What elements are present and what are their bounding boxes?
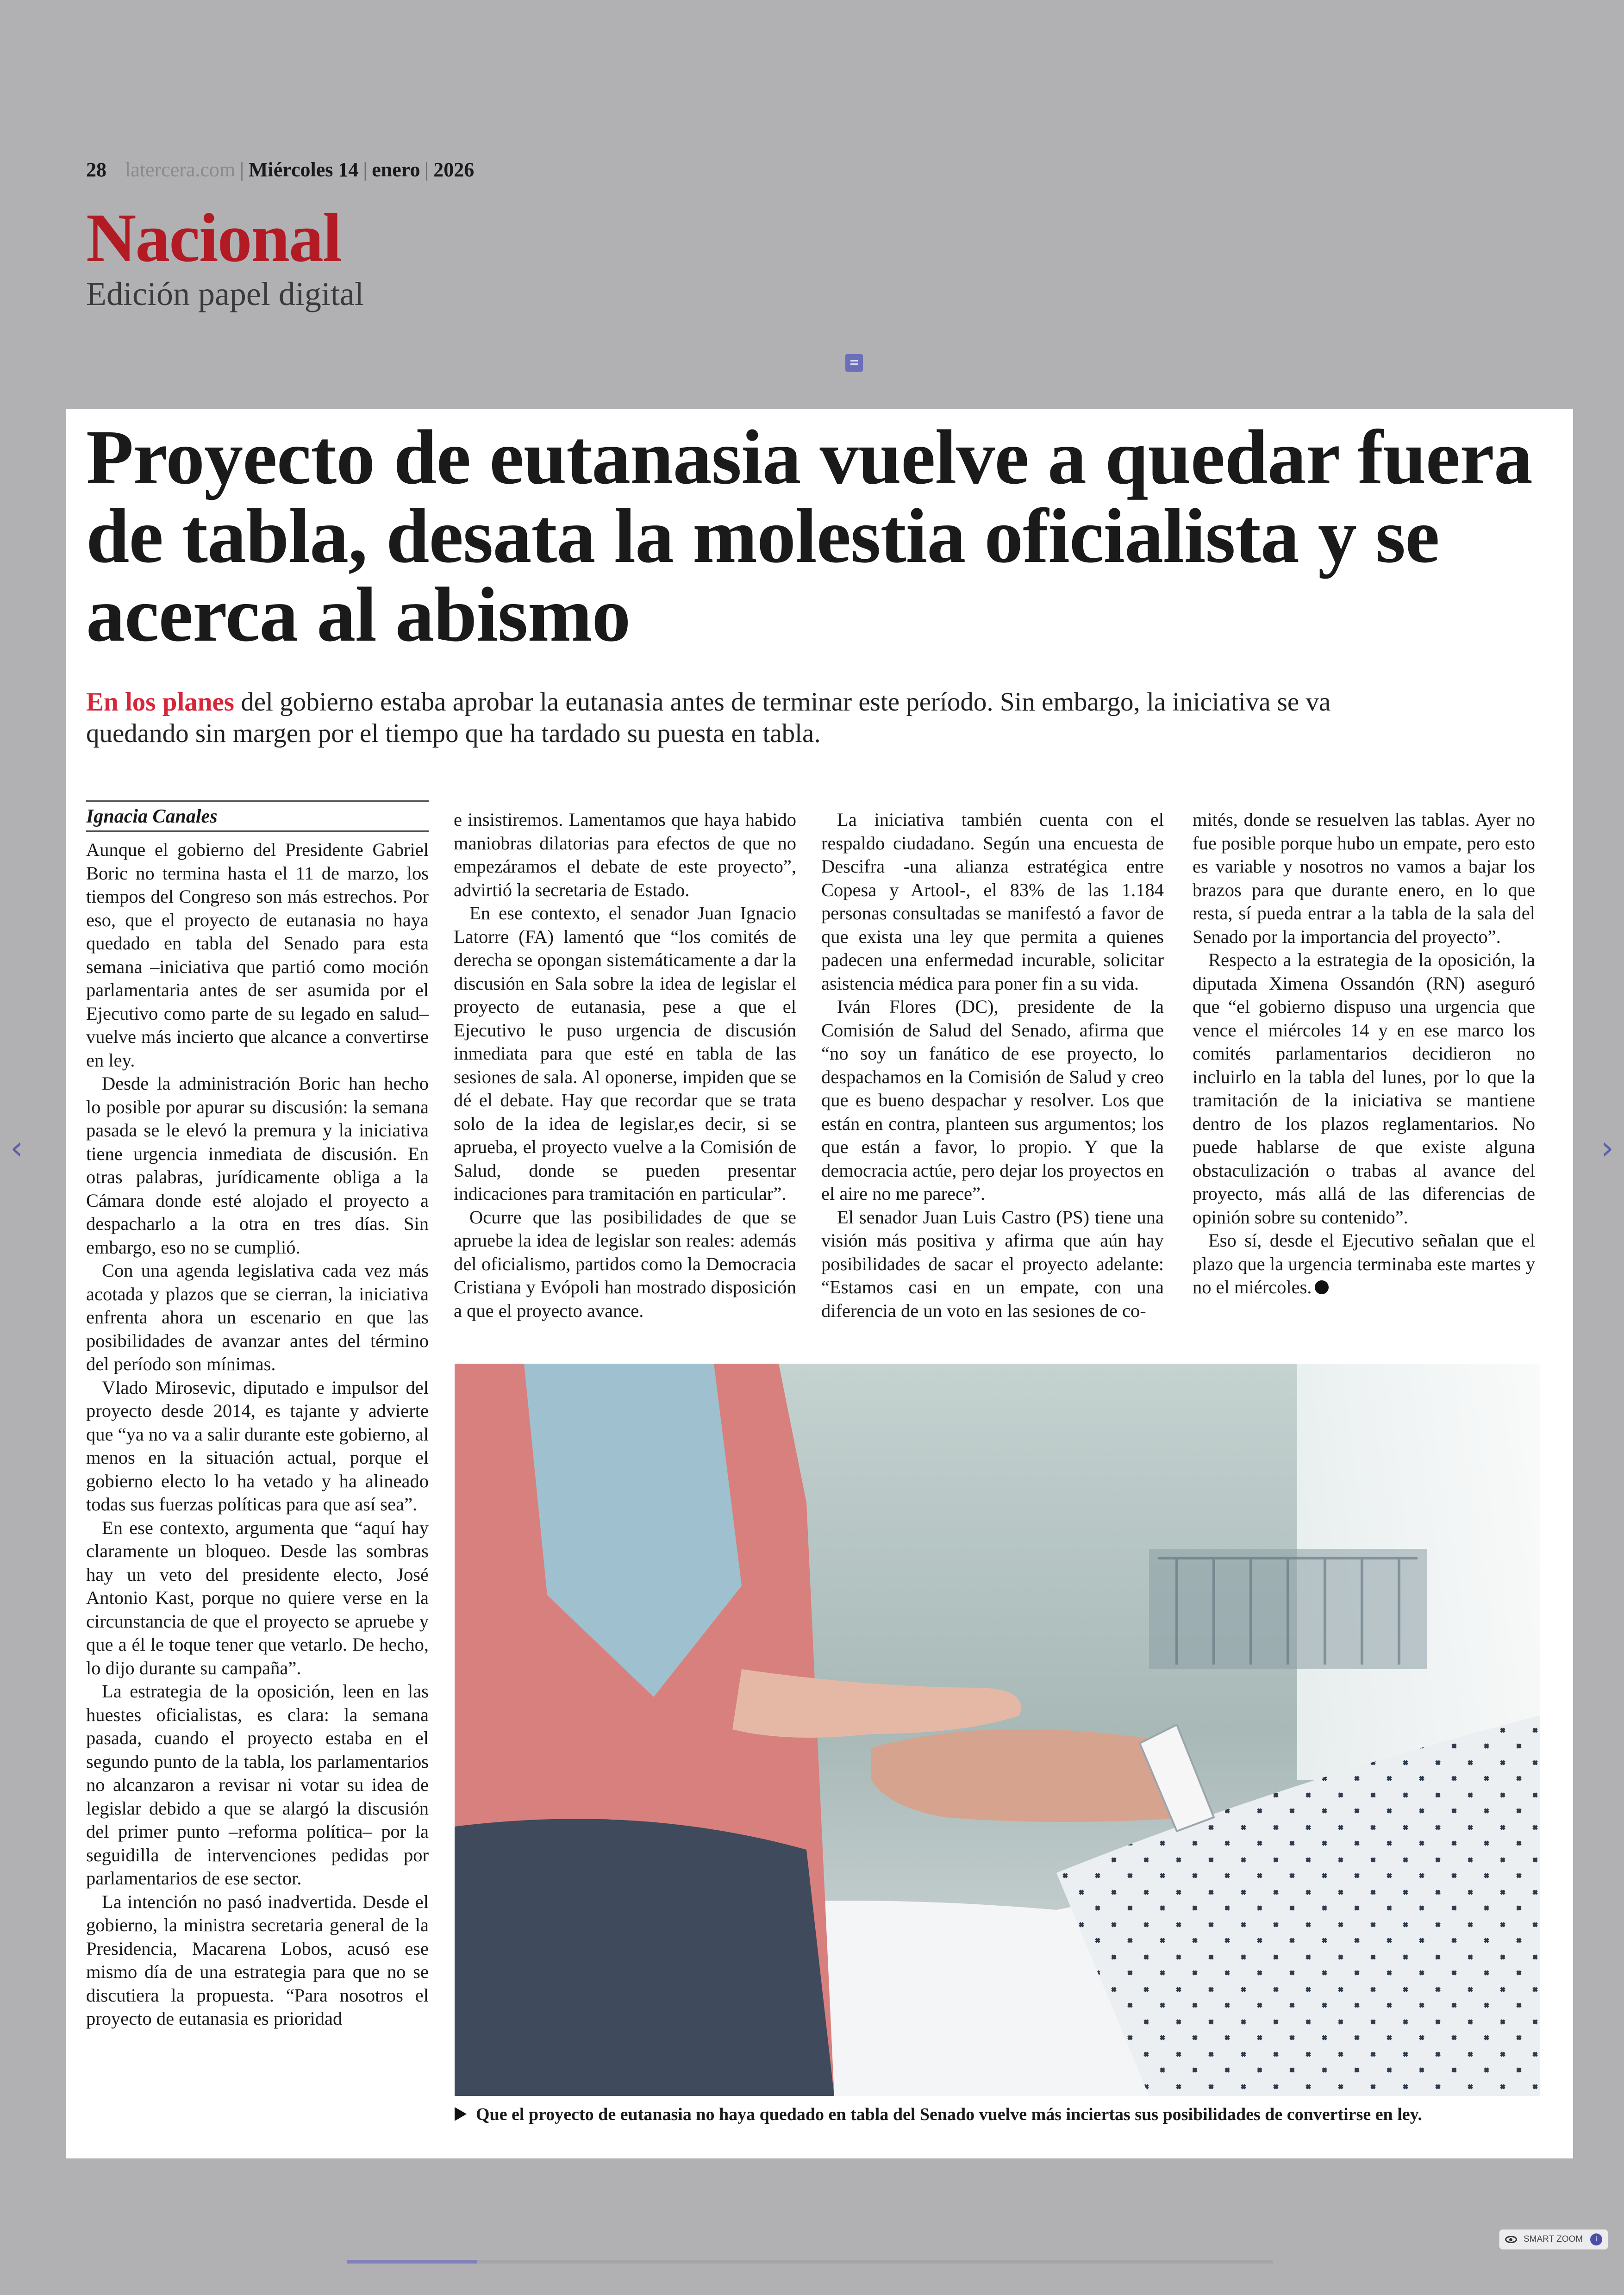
article-column-4 [1193, 808, 1535, 1299]
paragraph: Con una agenda legislativa cada vez más acotada y plazos que se cierran, la iniciativa enfrenta ahora un escenario en que las posibilidades de avanzar antes del término del período son mínimas. [86, 1260, 429, 1374]
article-column-2 [454, 808, 796, 1322]
folio-line [86, 160, 474, 180]
caption-triangle-icon [455, 2107, 467, 2121]
article-headline: Proyecto de eutanasia vuelve a quedar fuera de tabla, desata la molestia oficialista y se acerca al abismo [86, 414, 1532, 658]
chevron-right-icon[interactable]: › [1601, 1129, 1614, 1167]
issue-date: Miércoles 14 [248, 158, 359, 181]
byline: Ignacia Canales [86, 800, 429, 832]
newspaper-page [66, 409, 1573, 2158]
page-list-icon[interactable] [845, 354, 863, 372]
reading-progress-bar[interactable] [347, 2260, 1273, 2264]
article-column-3 [821, 808, 1164, 1322]
paragraph: Respecto a la estrategia de la oposición, la diputada Ximena Ossandón (RN) aseguró que “el gobierno dispuso una urgencia que vence el miércoles 14 y en ese marco los comités parlamentarios decidieron no incluirlo en la tabla del lunes, por lo que la tramitación de la iniciativa se mantiene dentro de los plazos reglamentarios. No puede hablarse de que existe alguna obstaculización o trabas al avance del proyecto, más allá de las diferencias de opinión sobre su contenido”. [1193, 949, 1535, 1228]
paragraph: La iniciativa también cuenta con el respaldo ciudadano. Según una encuesta de Descifra -una alianza estratégica entre Copesa y Artool-, el 83% de las 1.184 personas consultadas se manifestó a favor de que exista una ley que permita a quienes padecen una enfermedad incurable, solicitar asistencia médica para poner fin a su vida. [821, 809, 1164, 994]
article-lead [86, 686, 1359, 749]
paragraph-text: Eso sí, desde el Ejecutivo señalan que el plazo que la urgencia terminaba este martes y no el miércoles. [1193, 1230, 1535, 1297]
paragraph: Vlado Mirosevic, diputado e impulsor del proyecto desde 2014, es tajante y advierte que “ya no va a salir durante este gobierno, al menos en la situación actual, porque el gobierno electo lo ha vetado y ha alineado todas sus fuerzas políticas para que así sea”. [86, 1377, 429, 1515]
lead-kicker: En los planes [86, 687, 234, 717]
paragraph: El senador Juan Luis Castro (PS) tiene una visión más positiva y afirma que aún hay posibilidades de sacar el proyecto adelante: “Estamos casi en un empate, con una diferencia de un voto en las sesiones de co- [821, 1206, 1164, 1321]
page-number: 28 [86, 158, 106, 181]
section-title: Nacional [86, 200, 341, 276]
issue-month: enero [372, 158, 420, 181]
eye-icon [1505, 2236, 1517, 2243]
paragraph: mités, donde se resuelven las tablas. Ayer no fue posible porque hubo un empate, pero esto es variable y nosotros no vamos a bajar los brazos para que durante enero, en lo que resta, sí pueda entrar a la tabla de la sala del Senado por la importancia del proyecto”. [1193, 809, 1535, 947]
issue-year: 2026 [433, 158, 475, 181]
paragraph [1193, 1229, 1535, 1299]
article-column-1 [86, 800, 429, 2031]
smart-zoom-button[interactable] [1499, 2229, 1608, 2250]
separator: | [363, 158, 368, 181]
separator: | [240, 158, 244, 181]
article-photo [455, 1364, 1540, 2096]
end-mark-icon [1315, 1280, 1329, 1294]
chevron-left-icon[interactable]: ‹ [10, 1129, 23, 1167]
paragraph: En ese contexto, el senador Juan Ignacio Latorre (FA) lamentó que “los comités de derecha se opongan sistemáticamente a dar la discusión en Sala sobre la idea de legislar el proyecto de eutanasia, pese a que el Ejecutivo le puso urgencia de discusión inmediata para que esté en tabla de las sesiones de sala. Al oponerse, impiden que se dé el debate. Hay que recordar que se trata solo de la idea de legislar,es decir, si se aprueba, el proyecto vuelve a la Comisión de Salud, donde se pueden presentar indicaciones para tramitación en particular”. [454, 903, 796, 1204]
paragraph: Aunque el gobierno del Presidente Gabriel Boric no termina hasta el 11 de marzo, los tiempos del Congreso son más estrechos. Por eso, que el proyecto de eutanasia no haya quedado en tabla del Senado para esta semana –iniciativa que partió como moción parlamentaria antes de ser asumida por el Ejecutivo como parte de su legado en salud– vuelve más incierto que alcance a convertirse en ley. [86, 839, 429, 1071]
paragraph: e insistiremos. Lamentamos que haya habido maniobras dilatorias para efectos de que no empezáramos el debate de este proyecto”, advirtió la secretaria de Estado. [454, 809, 796, 900]
photo-caption [455, 2103, 1547, 2126]
hospital-hands-illustration [455, 1364, 1540, 2096]
edition-label: Edición papel digital [86, 275, 364, 312]
masthead [86, 160, 474, 311]
paragraph: Ocurre que las posibilidades de que se apruebe la idea de legislar son reales: además del oficialismo, partidos como la Democracia Cristiana y Evópoli han mostrado disposición a que el proyecto avance. [454, 1206, 796, 1321]
lead-text: del gobierno estaba aprobar la eutanasia antes de terminar este período. Sin embargo, la iniciativa se va quedando sin margen por el tiempo que ha tardado su puesta en tabla. [86, 687, 1331, 748]
separator: | [425, 158, 429, 181]
paragraph: La estrategia de la oposición, leen en las huestes oficialistas, es clara: la semana pasada, cuando el proyecto estaba en el segundo punto de la tabla, los parlamentarios no alcanzaron a revisar ni votar su idea de legislar debido a que se alargó la discusión del primer punto –reforma política– por la seguidilla de intervenciones pedidas por parlamentarios de ese sector. [86, 1681, 429, 1889]
site-name: latercera.com [125, 158, 236, 181]
paragraph: La intención no pasó inadvertida. Desde el gobierno, la ministra secretaria general de la Presidencia, Macarena Lobos, acusó ese mismo día de una estrategia para que no se discutiera la propuesta. “Para nosotros el proyecto de eutanasia es prioridad [86, 1891, 429, 2029]
caption-text: Que el proyecto de eutanasia no haya quedado en tabla del Senado vuelve más inciertas sus posibilidades de convertirse en ley. [476, 2105, 1423, 2124]
reading-progress-fill [347, 2260, 477, 2264]
paragraph: En ese contexto, argumenta que “aquí hay claramente un bloqueo. Desde las sombras hay un veto del presidente electo, José Antonio Kast, porque no quiere verse en la circunstancia de que el proyecto se apruebe y que a él le toque tener que vetarlo. De hecho, lo dijo durante su campaña”. [86, 1517, 429, 1678]
paragraph: Desde la administración Boric han hecho lo posible por apurar su discusión: la semana pasada se le elevó la premura y la iniciativa tiene urgencia inmediata de discusión. En otras palabras, jurídicamente obliga a la Cámara donde esté alojado el proyecto a despacharlo a la otra en tres días. Sin embargo, eso no se cumplió. [86, 1073, 429, 1258]
info-badge: i [1590, 2233, 1602, 2245]
paragraph: Iván Flores (DC), presidente de la Comisión de Salud del Senado, afirma que “no soy un fanático de ese proyecto, lo despachamos en la Comisión de Salud y creo que es bueno despachar y resolver. Los que están en contra, planteen sus argumentos; los que están a favor, lo propio. Y que la democracia actúe, pero dejar los proyectos en el aire no me parece”. [821, 996, 1164, 1204]
smart-zoom-label: SMART ZOOM [1524, 2234, 1583, 2244]
